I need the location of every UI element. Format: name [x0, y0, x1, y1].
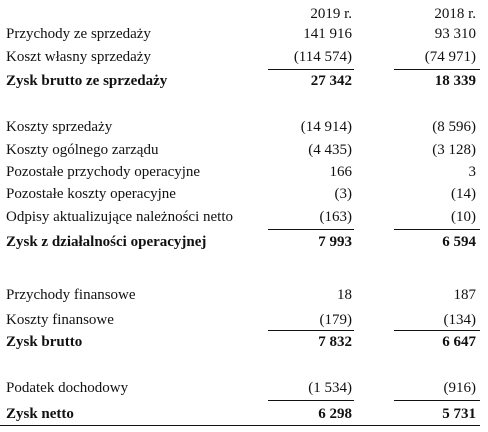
subtotal-rule [268, 330, 354, 331]
value-2018: (916) [443, 380, 476, 396]
row-label: Koszty finansowe [6, 312, 114, 328]
value-2019: (179) [319, 312, 352, 328]
table-row [0, 71, 488, 91]
row-label: Zysk brutto [6, 334, 83, 350]
row-label: Koszty sprzedaży [6, 119, 113, 135]
subtotal-rule [394, 229, 480, 230]
value-2019: 18 [337, 287, 352, 303]
table-row [0, 378, 488, 398]
column-header-2019: 2019 r. [310, 6, 352, 22]
bottom-rule [0, 425, 480, 426]
subtotal-rule [268, 69, 354, 70]
row-label: Pozostałe koszty operacyjne [6, 186, 176, 202]
value-2019: (14 914) [300, 119, 352, 135]
value-2018: 6 594 [442, 234, 476, 250]
table-row [0, 332, 488, 352]
value-2019: (114 574) [293, 49, 352, 65]
value-2019: 7 993 [318, 234, 352, 250]
value-2019: (4 435) [308, 142, 352, 158]
value-2019: 141 916 [303, 26, 352, 42]
value-2018: (74 971) [424, 49, 476, 65]
value-2018: (14) [451, 186, 476, 202]
value-2018: (8 596) [432, 119, 476, 135]
column-header-2018: 2018 r. [434, 6, 476, 22]
value-2018: 18 339 [434, 73, 476, 89]
value-2018: 93 310 [434, 26, 476, 42]
table-row [0, 285, 488, 305]
value-2018: 187 [453, 287, 476, 303]
value-2018: (10) [451, 209, 476, 225]
table-row [0, 47, 488, 67]
row-label: Koszty ogólnego zarządu [6, 142, 159, 158]
row-label: Zysk netto [6, 406, 74, 422]
subtotal-rule [394, 330, 480, 331]
value-2019: (1 534) [308, 380, 352, 396]
table-row [0, 404, 488, 424]
value-2018: 5 731 [442, 406, 476, 422]
value-2019: 27 342 [310, 73, 352, 89]
row-label: Zysk z działalności operacyjnej [6, 234, 207, 250]
value-2018: (134) [443, 312, 476, 328]
row-label: Przychody finansowe [6, 287, 136, 303]
value-2019: 7 832 [318, 334, 352, 350]
row-label: Podatek dochodowy [6, 380, 129, 396]
value-2018: 3 [468, 164, 476, 180]
subtotal-rule [394, 69, 480, 70]
row-label: Odpisy aktualizujące należności netto [6, 209, 233, 225]
value-2019: (3) [334, 186, 352, 202]
subtotal-rule [268, 400, 354, 401]
row-label: Przychody ze sprzedaży [6, 26, 151, 42]
table-row [0, 140, 488, 160]
table-row [0, 207, 488, 227]
value-2019: 166 [329, 164, 352, 180]
table-row [0, 162, 488, 182]
value-2019: 6 298 [318, 406, 352, 422]
subtotal-rule [268, 229, 354, 230]
table-row [0, 310, 488, 330]
value-2018: (3 128) [432, 142, 476, 158]
row-label: Pozostałe przychody operacyjne [6, 164, 201, 180]
table-row [0, 232, 488, 252]
subtotal-rule [394, 400, 480, 401]
table-row [0, 184, 488, 204]
value-2019: (163) [319, 209, 352, 225]
value-2018: 6 647 [442, 334, 476, 350]
row-label: Koszt własny sprzedaży [6, 49, 151, 65]
table-row [0, 117, 488, 137]
table-row [0, 24, 488, 44]
row-label: Zysk brutto ze sprzedaży [6, 73, 168, 89]
